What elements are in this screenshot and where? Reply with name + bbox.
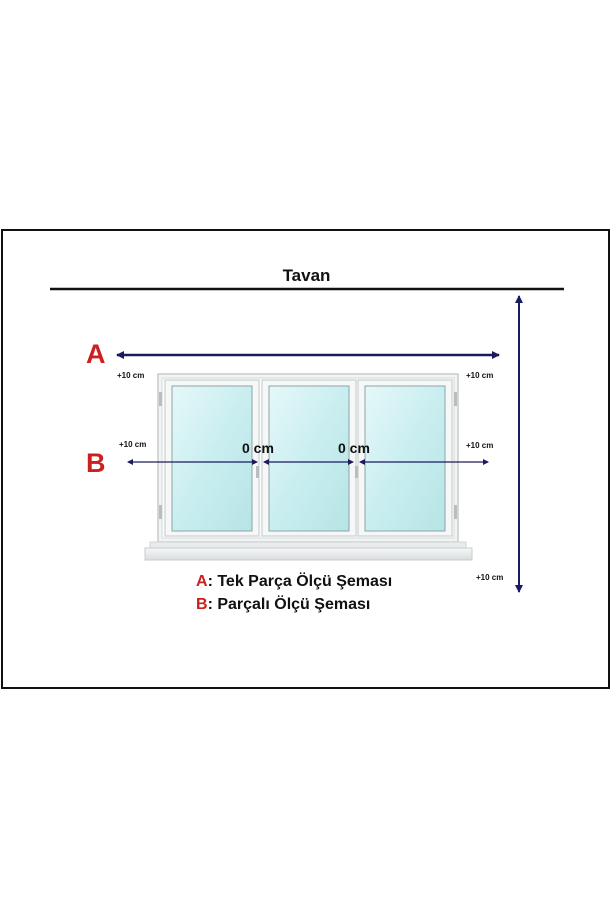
measure-b-gap-right: 0 cm [338,440,370,456]
measure-b-left-allowance: +10 cm [119,440,147,449]
measure-a-left-allowance: +10 cm [117,371,145,380]
measure-b-gap-left: 0 cm [242,440,274,456]
legend-text-b: : Parçalı Ölçü Şeması [207,596,371,613]
window-sash-middle [262,380,356,536]
window-sash-right [358,380,452,536]
measure-b-letter: B [86,448,106,478]
window [145,374,472,560]
ceiling-label: Tavan [282,266,331,285]
legend-text-a: : Tek Parça Ölçü Şeması [207,573,393,590]
legend-key-a: A [196,573,208,590]
legend-key-b: B [196,596,208,613]
window-sash-left [165,380,259,536]
measure-b-right-allowance: +10 cm [466,441,494,450]
legend-item-b [196,596,370,614]
measure-a-right-allowance: +10 cm [466,371,494,380]
height-allowance: +10 cm [476,573,504,582]
measure-a-letter: A [86,339,106,369]
legend-item-a [196,573,392,591]
window-sill [145,542,472,560]
